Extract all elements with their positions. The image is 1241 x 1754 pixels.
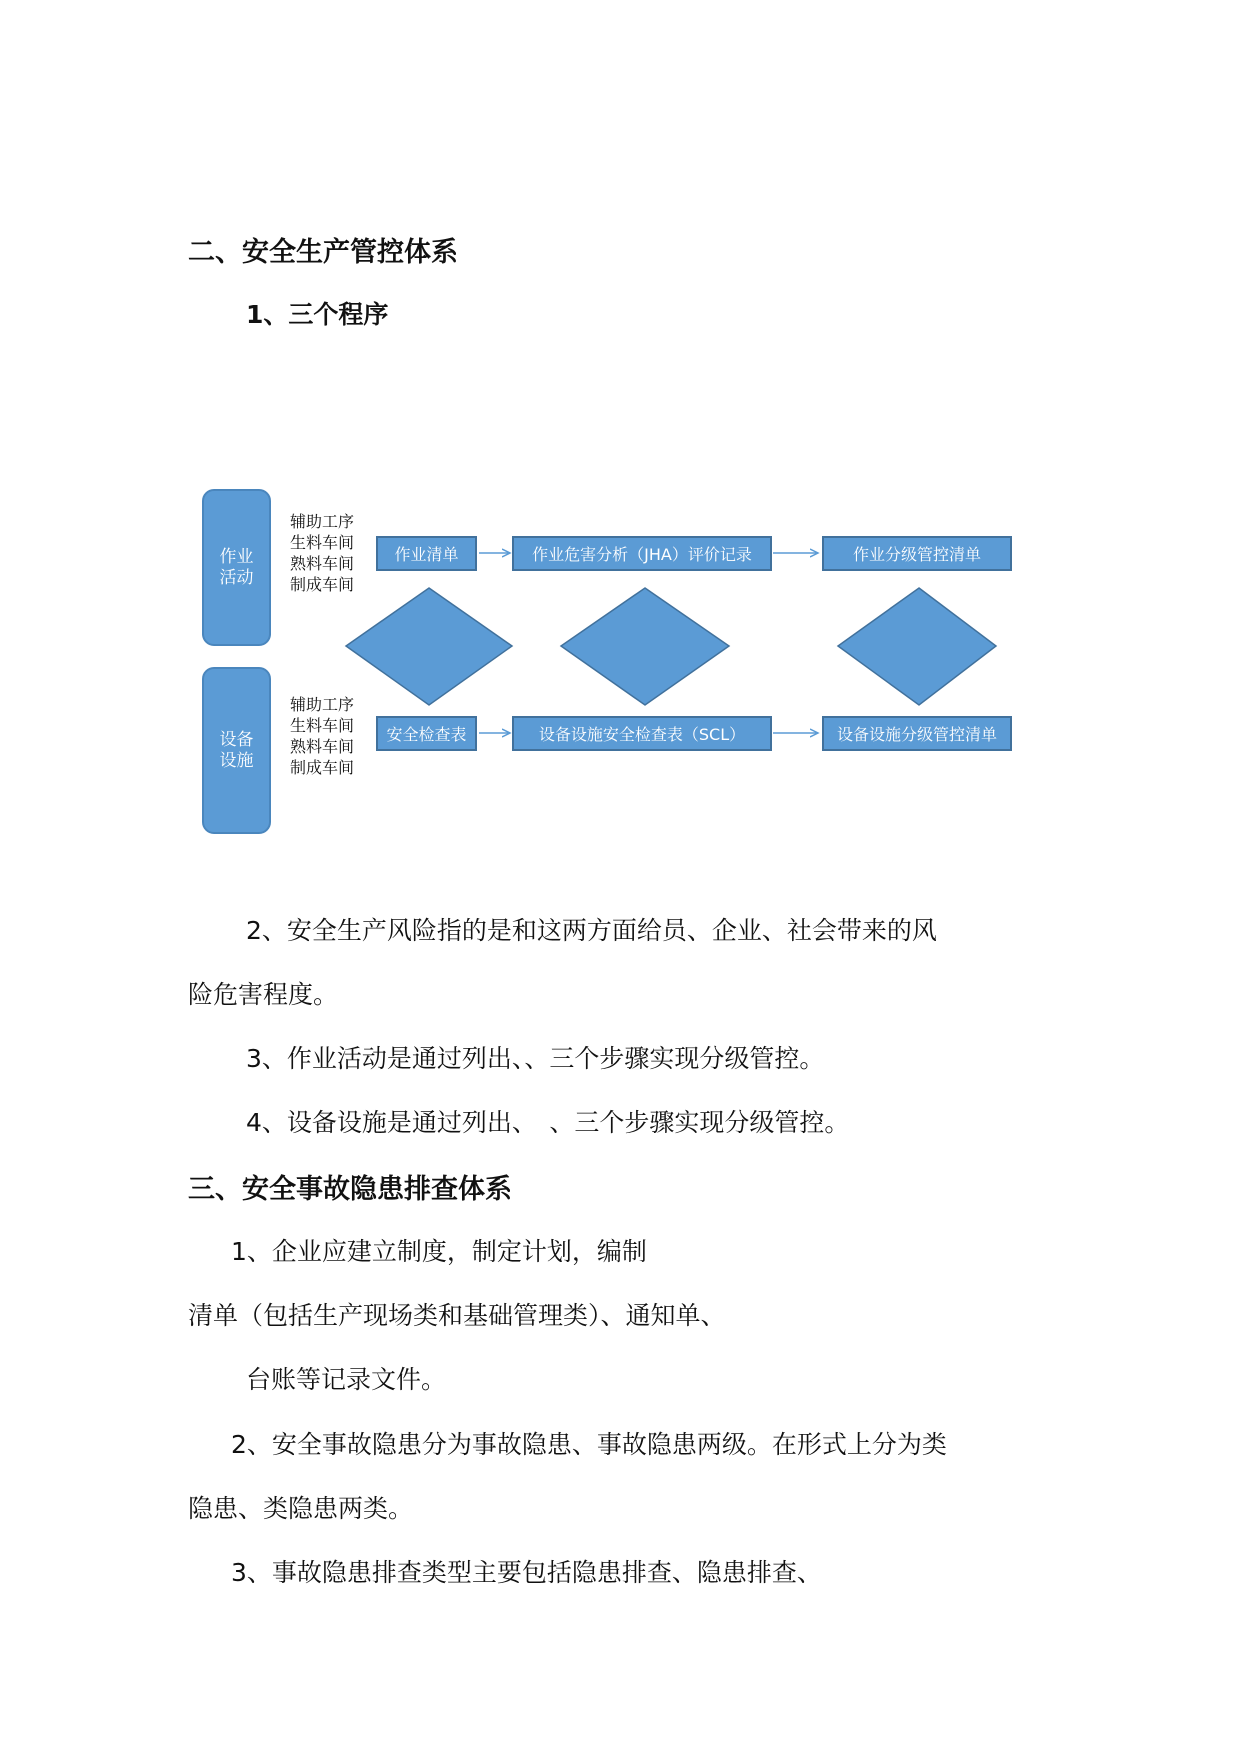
flow-box-job-list: 作业清单 (376, 536, 477, 571)
flow-box-job-control-list: 作业分级管控清单 (822, 536, 1012, 571)
flow-box-safety-checklist: 安全检查表 (376, 716, 477, 751)
flow-box-jha-record: 作业危害分析（JHA）评价记录 (512, 536, 772, 571)
s3-paragraph-2-line1: 2、安全事故隐患分为事故隐患、事故隐患两级。在形式上分为类 (231, 1430, 947, 1459)
activity-label: 作业 活动 (202, 489, 271, 646)
workshop-list-top: 辅助工序 生料车间 熟料车间 制成车间 (290, 512, 355, 594)
diamond-shape (838, 588, 996, 705)
s3-paragraph-1-line3: 台账等记录文件。 (246, 1365, 447, 1394)
diamond-shape (561, 588, 729, 705)
s3-paragraph-1-line1: 1、企业应建立制度，制定计划，编制 (231, 1237, 647, 1266)
flow-box-scl: 设备设施安全检查表（SCL） (512, 716, 772, 751)
equipment-label: 设备 设施 (202, 667, 271, 834)
paragraph-3: 3、作业活动是通过列出、、三个步骤实现分级管控。 (246, 1044, 825, 1073)
paragraph-2-line2: 险危害程度。 (188, 980, 339, 1009)
section2-heading: 二、安全生产管控体系 (188, 237, 458, 268)
s3-paragraph-2-line2: 隐患、类隐患两类。 (188, 1494, 414, 1523)
paragraph-2-line1: 2、安全生产风险指的是和这两方面给员、企业、社会带来的风 (246, 916, 937, 945)
section2-subheading: 1、三个程序 (246, 300, 389, 329)
s3-paragraph-3: 3、事故隐患排查类型主要包括隐患排查、隐患排查、 (231, 1558, 822, 1587)
flow-box-equipment-control-list: 设备设施分级管控清单 (822, 716, 1012, 751)
section3-heading: 三、安全事故隐患排查体系 (188, 1174, 512, 1205)
s3-paragraph-1-line2: 清单（包括生产现场类和基础管理类）、通知单、 (188, 1301, 726, 1330)
paragraph-4: 4、设备设施是通过列出、 、三个步骤实现分级管控。 (246, 1108, 850, 1137)
workshop-list-bottom: 辅助工序 生料车间 熟料车间 制成车间 (290, 695, 355, 777)
diamond-shape (346, 588, 512, 705)
